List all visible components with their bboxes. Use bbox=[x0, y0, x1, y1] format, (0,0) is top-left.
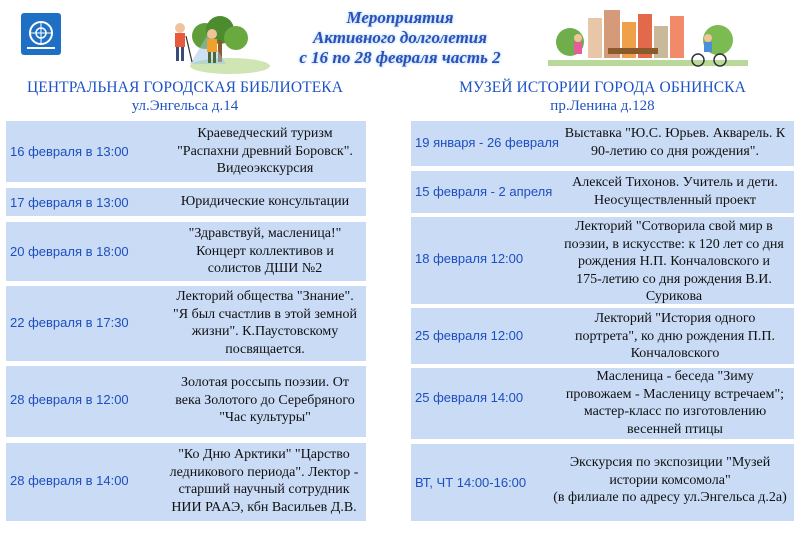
event-description bbox=[547, 454, 793, 507]
event-date: ВТ, ЧТ 14:00-16:00 bbox=[415, 475, 527, 490]
event-date: 17 февраля в 13:00 bbox=[10, 195, 129, 210]
event-date: 20 февраля в 18:00 bbox=[10, 244, 129, 259]
event-line: портрета", ко дню рождения П.П. bbox=[575, 328, 775, 344]
left-venue-name: ЦЕНТРАЛЬНАЯ ГОРОДСКАЯ БИБЛИОТЕКА bbox=[27, 79, 343, 96]
page-title bbox=[230, 8, 570, 68]
event-description bbox=[559, 368, 791, 438]
event-line: Экскурсия по экспозиции "Музей bbox=[569, 455, 771, 470]
left-event-row bbox=[6, 121, 366, 182]
event-description bbox=[166, 374, 364, 427]
event-line: Алексей Тихонов. Учитель и дети. bbox=[572, 175, 778, 190]
event-line: Краеведческий туризм bbox=[197, 126, 333, 141]
event-line: 90-летию со дня рождения". bbox=[591, 143, 759, 159]
event-line: Золотая россыпь поэзии. От bbox=[180, 375, 350, 390]
event-line: весенней птицы bbox=[627, 421, 723, 437]
event-date: 19 января - 26 февраля bbox=[415, 135, 559, 150]
event-date: 22 февраля в 17:30 bbox=[10, 315, 129, 330]
event-description bbox=[166, 225, 364, 278]
event-line: Масленица - беседа "Зиму bbox=[596, 369, 754, 384]
event-line: Юридические консультации bbox=[180, 194, 350, 209]
event-description bbox=[559, 125, 791, 160]
right-venue-header bbox=[405, 78, 800, 116]
right-event-row bbox=[411, 368, 794, 439]
event-description bbox=[559, 174, 791, 209]
event-line: "Распахни древний Боровск". bbox=[177, 143, 353, 159]
city-logo bbox=[21, 13, 61, 55]
event-line: Выставка "Ю.С. Юрьев. Акварель. К bbox=[564, 126, 786, 141]
event-line: Лекторий "Сотворила свой мир в bbox=[575, 219, 773, 234]
right-venue-name: МУЗЕЙ ИСТОРИИ ГОРОДА ОБНИНСКА bbox=[459, 79, 746, 96]
event-date: 25 февраля 12:00 bbox=[415, 328, 524, 343]
event-line: мастер-класс по изготовлению bbox=[583, 404, 767, 419]
left-event-row bbox=[6, 222, 366, 281]
event-description bbox=[555, 218, 793, 306]
city-park-illustration bbox=[548, 8, 748, 70]
event-line: старший научный сотрудник bbox=[178, 482, 350, 497]
event-description bbox=[166, 125, 364, 178]
event-line: Кончаловского bbox=[630, 346, 720, 361]
event-date: 28 февраля в 12:00 bbox=[10, 392, 129, 407]
event-description bbox=[166, 193, 364, 211]
event-line: Неосуществленный проект bbox=[594, 192, 756, 208]
right-event-row bbox=[411, 444, 794, 521]
event-description bbox=[166, 288, 364, 358]
event-line: "Здравствуй, масленица!" bbox=[188, 226, 342, 241]
event-line: провожаем - Масленицу встречаем"; bbox=[565, 386, 785, 402]
left-event-row bbox=[6, 366, 366, 437]
event-date: 28 февраля в 14:00 bbox=[10, 473, 129, 488]
event-line: жизни". К.Паустовскому bbox=[191, 324, 339, 339]
left-event-row bbox=[6, 286, 366, 361]
title-line-3: с 16 по 28 февраля часть 2 bbox=[299, 48, 501, 67]
right-venue-address: пр.Ленина д.128 bbox=[550, 98, 655, 114]
right-event-row bbox=[411, 308, 794, 364]
title-line-1: Мероприятия bbox=[346, 8, 454, 27]
event-description bbox=[162, 446, 366, 516]
event-date: 25 февраля 14:00 bbox=[415, 390, 524, 405]
left-venue-header bbox=[0, 78, 370, 116]
right-event-row bbox=[411, 171, 794, 213]
right-event-row bbox=[411, 217, 794, 304]
event-line: Лекторий общества "Знание". bbox=[176, 289, 354, 304]
title-line-2: Активного долголетия bbox=[312, 28, 488, 47]
event-line: рождения Н.П. Кончаловского и bbox=[577, 254, 771, 269]
event-line: (в филиале по адресу ул.Энгельса д.2а) bbox=[553, 490, 787, 505]
event-line: посвящается. bbox=[225, 341, 305, 357]
event-line: Концерт коллективов и bbox=[196, 243, 334, 259]
left-venue-address: ул.Энгельса д.14 bbox=[131, 98, 239, 114]
event-line: истории комсомола" bbox=[609, 472, 731, 488]
event-line: 175-летию со дня рождения В.И. bbox=[576, 271, 772, 287]
event-line: века Золотого до Серебряного bbox=[175, 392, 355, 408]
event-line: поэзии, в искусстве: к 120 лет со дня bbox=[564, 236, 784, 252]
event-date: 15 февраля - 2 апреля bbox=[415, 184, 553, 199]
left-event-row bbox=[6, 188, 366, 216]
event-line: солистов ДШИ №2 bbox=[207, 261, 323, 276]
event-date: 16 февраля в 13:00 bbox=[10, 144, 129, 159]
event-description bbox=[559, 310, 791, 363]
event-line: "Ко Дню Арктики" "Царство bbox=[178, 447, 350, 462]
left-event-row bbox=[6, 443, 366, 521]
event-line: Видеоэкскурсия bbox=[216, 161, 314, 176]
event-line: НИИ РААЭ, кбн Васильев Д.В. bbox=[171, 499, 357, 515]
event-line: "Час культуры" bbox=[219, 410, 311, 425]
right-event-row bbox=[411, 121, 794, 166]
event-line: Лекторий "История одного bbox=[594, 311, 756, 326]
event-line: Сурикова bbox=[645, 289, 703, 304]
event-line: "Я был счастлив в этой земной bbox=[173, 306, 357, 322]
event-line: ледникового периода". Лектор - bbox=[169, 464, 359, 480]
event-date: 18 февраля 12:00 bbox=[415, 251, 524, 266]
